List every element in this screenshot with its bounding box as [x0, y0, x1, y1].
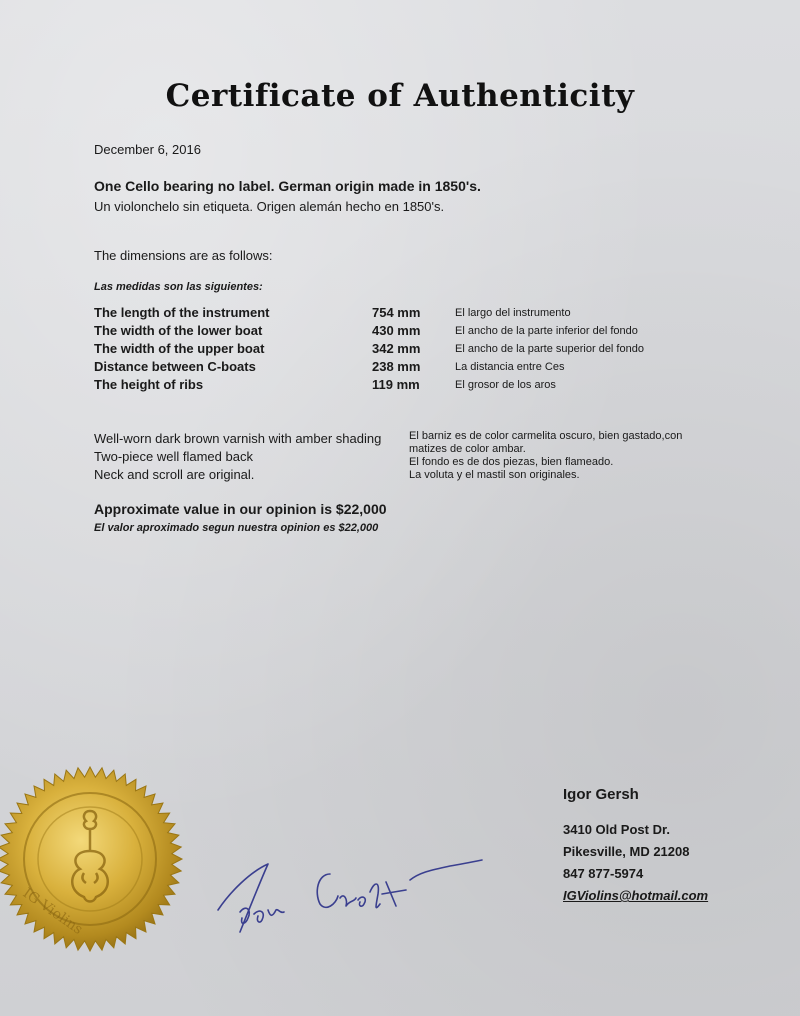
dimension-label-spanish: El largo del instrumento [455, 307, 571, 319]
dimension-row [94, 305, 734, 323]
note-line-spanish: El barniz es de color carmelita oscuro, bien gastado,con [409, 430, 683, 442]
dimensions-table [94, 305, 734, 395]
handwritten-signature [210, 852, 490, 942]
notes-english [94, 430, 381, 484]
dimension-label-spanish: El ancho de la parte inferior del fondo [455, 325, 638, 337]
dimensions-intro-english: The dimensions are as follows: [94, 248, 273, 263]
dimension-row [94, 377, 734, 395]
signer-info [563, 786, 708, 910]
appraised-value-english: Approximate value in our opinion is $22,000 [94, 501, 387, 517]
note-line: Well-worn dark brown varnish with amber shading [94, 431, 382, 446]
dimension-label: Distance between C-boats [94, 359, 256, 374]
dimension-label-spanish: El ancho de la parte superior del fondo [455, 343, 644, 355]
note-line-spanish: La voluta y el mastil son originales. [409, 469, 580, 481]
dimension-label: The width of the upper boat [94, 341, 265, 356]
dimensions-intro-spanish: Las medidas son las siguientes: [94, 281, 263, 293]
dimension-row [94, 341, 734, 359]
signer-address: 3410 Old Post Dr. [563, 822, 670, 837]
note-line-spanish: matizes de color ambar. [409, 443, 526, 455]
dimension-label: The length of the instrument [94, 305, 270, 320]
note-line-spanish: El fondo es de dos piezas, bien flameado. [409, 456, 614, 468]
dimension-value: 754 mm [372, 305, 421, 320]
note-line: Neck and scroll are original. [94, 467, 255, 482]
dimension-value: 430 mm [372, 323, 421, 338]
description-spanish: Un violonchelo sin etiqueta. Origen alemán hecho en 1850's. [94, 199, 445, 214]
dimension-row [94, 359, 734, 377]
dimension-value: 119 mm [372, 377, 420, 392]
certificate-date: December 6, 2016 [94, 142, 201, 157]
dimension-row [94, 323, 734, 341]
signer-name: Igor Gersh [563, 786, 639, 803]
dimension-label-spanish: La distancia entre Ces [455, 361, 565, 373]
gold-seal [0, 763, 186, 955]
description-english: One Cello bearing no label. German origin made in 1850's. [94, 178, 481, 194]
dimension-label-spanish: El grosor de los aros [455, 379, 556, 391]
signer-phone: 847 877-5974 [563, 866, 644, 881]
appraised-value-spanish: El valor aproximado segun nuestra opinion es $22,000 [94, 522, 379, 534]
seal-lettering: IG Violins [19, 885, 86, 938]
signer-email-link[interactable]: IGViolins@hotmail.com [563, 888, 709, 903]
dimension-value: 342 mm [372, 341, 421, 356]
seal-serrated-edge [0, 767, 182, 951]
dimension-label: The width of the lower boat [94, 323, 263, 338]
dimension-label: The height of ribs [94, 377, 204, 392]
signer-city: Pikesville, MD 21208 [563, 844, 690, 859]
certificate-title: Certificate of Authenticity [165, 78, 635, 114]
notes-spanish [409, 430, 739, 482]
note-line: Two-piece well flamed back [94, 449, 253, 464]
dimension-value: 238 mm [372, 359, 421, 374]
